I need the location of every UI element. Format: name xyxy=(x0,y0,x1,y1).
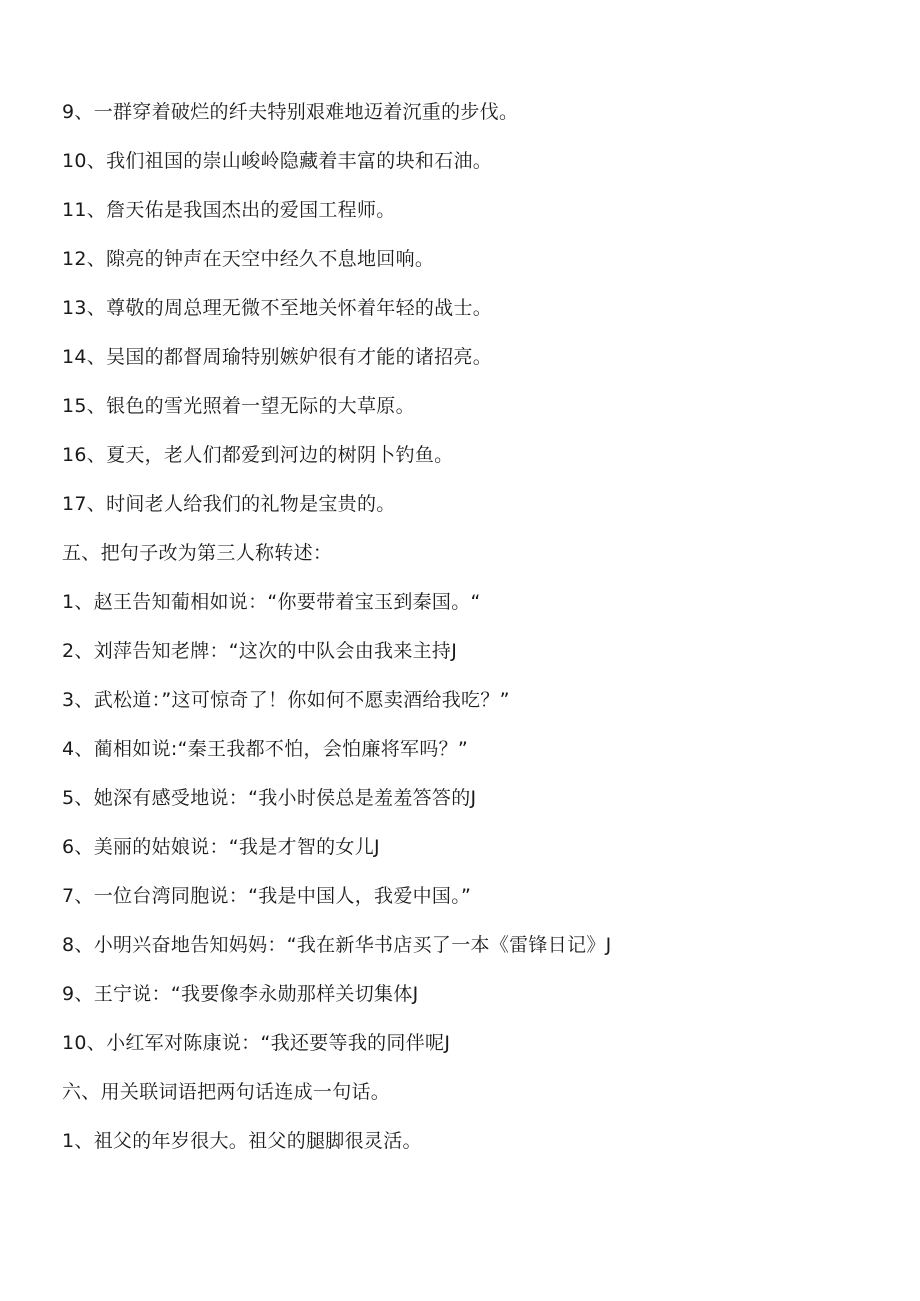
sentence-line: 10、小红军对陈康说：“我还要等我的同伴呢J xyxy=(62,1032,451,1054)
sentence-line: 11、詹天佑是我国杰出的爱国工程师。 xyxy=(62,199,396,221)
sentence-line: 2、刘萍告知老牌：“这次的中队会由我来主持J xyxy=(62,640,458,662)
sentence-line: 9、一群穿着破烂的纤夫特别艰难地迈着沉重的步伐。 xyxy=(62,101,519,123)
sentence-line: 1、祖父的年岁很大。祖父的腿脚很灵活。 xyxy=(62,1130,422,1152)
document-page xyxy=(62,95,882,1173)
sentence-line: 3、武松道：”这可惊奇了！你如何不愿卖酒给我吃？” xyxy=(62,689,510,711)
sentence-line: 16、夏天，老人们都爱到河边的树阴卜钓鱼。 xyxy=(62,444,454,466)
sentence-line: 7、一位台湾同胞说：“我是中国人，我爱中国。” xyxy=(62,885,472,907)
sentence-line: 10、我们祖国的崇山峻岭隐藏着丰富的块和石油。 xyxy=(62,150,493,172)
sentence-line: 13、尊敬的周总理无微不至地关怀着年轻的战士。 xyxy=(62,297,493,319)
sentence-line: 14、吴国的都督周瑜特别嫉妒很有才能的诸招亮。 xyxy=(62,346,493,368)
sentence-line: 4、蔺相如说:“秦王我都不怕，会怕廉将军吗？” xyxy=(62,738,469,760)
section-heading: 五、把句子改为第三人称转述： xyxy=(62,542,333,564)
sentence-line: 1、赵王告知葡相如说：“你要带着宝玉到秦国。“ xyxy=(62,591,481,613)
sentence-line: 5、她深有感受地说：“我小时侯总是羞羞答答的J xyxy=(62,787,477,809)
sentence-line: 6、美丽的姑娘说：“我是才智的女儿J xyxy=(62,836,380,858)
sentence-line: 9、王宁说：“我要像李永勋那样关切集体J xyxy=(62,983,419,1005)
section-heading: 六、用关联词语把两句话连成一句话。 xyxy=(62,1081,391,1103)
sentence-line: 15、银色的雪光照着一望无际的大草原。 xyxy=(62,395,415,417)
sentence-line: 12、隙亮的钟声在天空中经久不息地回响。 xyxy=(62,248,435,270)
sentence-line: 17、时间老人给我们的礼物是宝贵的。 xyxy=(62,493,396,515)
sentence-line: 8、小明兴奋地告知妈妈：“我在新华书店买了一本《雷锋日记》J xyxy=(62,934,612,956)
